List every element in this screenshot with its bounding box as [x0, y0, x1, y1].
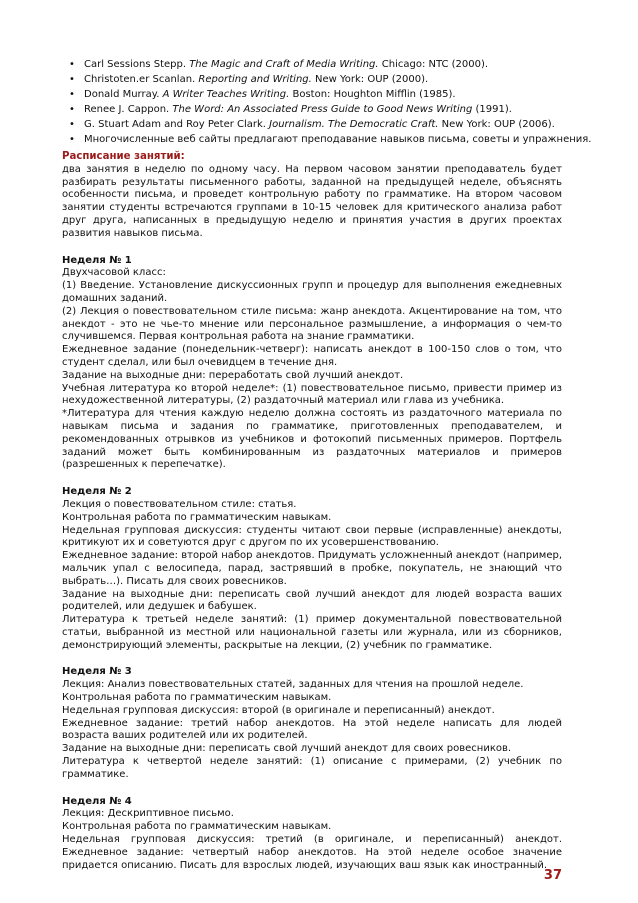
week-line: (1) Введение. Установление дискуссионных групп и процедур для выполнения ежедневных домашних заданий.: [62, 280, 562, 304]
week-line: Недельная групповая дискуссия: студенты читают свои первые (исправленные) анекдоты, критикуют их и советуются друг с другом по их усовершенствованию.: [62, 524, 562, 549]
week-line: Учебная литература ко второй неделе*: (1) повествовательное письмо, привести пример из нехудожественной литературы, (2) раздаточный материал или глава из учебника.: [62, 382, 562, 407]
bibliography-title: A Writer Teaches Writing.: [162, 89, 290, 100]
bibliography-author: Donald Murray.: [84, 89, 163, 100]
schedule-text: два занятия в неделю по одному часу. На первом часовом занятии преподаватель будет разбирать результаты письменного работы, заданной на предыдущей неделе, объяснять особенности письма, и проведет контрольную работу по грамматике. На втором часовом занятии студенты встречаются группами в 10-15 человек для критического анализа работ друг друга, написанных в предыдущую неделю и принятия участия в других проектах развития навыков письма.: [62, 163, 562, 239]
bibliography-item: [62, 132, 592, 147]
bibliography-publisher: New York: OUP (2006).: [438, 119, 555, 130]
week-line: Задание на выходные дни: переписать свой лучший анекдот для своих ровесников.: [62, 743, 512, 755]
bibliography-title: The Word: An Associated Press Guide to Good News Writing: [172, 104, 473, 115]
page-content: [62, 57, 592, 872]
week-line: Ежедневное задание (понедельник-четверг): написать анекдот в 100-150 слов о том, что студент сделал, или был очевидцем в течение дня.: [62, 344, 562, 368]
week-line: (2) Лекция о повествовательном стиле письма: жанр анекдота. Акцентирование на том, что анекдот - это не чье-то мнение или персональное размышление, а информация о чем-то случившемся. Первая контрольная работа на знание грамматики.: [62, 305, 562, 343]
bibliography-author: Многочисленные веб сайты предлагают преподавание навыков письма, советы и упражнения.: [84, 134, 592, 145]
bibliography-publisher: Chicago: NTC (2000).: [378, 59, 489, 70]
bibliography-author: Christoten.er Scanlan.: [84, 74, 199, 85]
week-line: Двухчасовой класс:: [62, 267, 166, 279]
bullet-icon: •: [69, 104, 75, 115]
week-section: [62, 666, 562, 781]
bibliography-publisher: New York: OUP (2000).: [311, 74, 429, 85]
bibliography-title: The Magic and Craft of Media Writing.: [189, 59, 379, 70]
week-line: Лекция: Анализ повествовательных статей, заданных для чтения на прошлой неделе.: [62, 679, 524, 691]
week-line: Контрольная работа по грамматическим навыкам.: [62, 511, 332, 523]
page-number: 37: [543, 868, 562, 883]
bibliography-author: Carl Sessions Stepp.: [84, 59, 190, 70]
week-line: Лекция: Дескриптивное письмо.: [62, 808, 234, 820]
week-line: Ежедневное задание: третий набор анекдотов. На этой неделе написать для людей возраста ваших родителей или их родителей.: [62, 717, 562, 742]
week-line: Недельная групповая дискуссия: второй (в оригинале и переписанный) анекдот.: [62, 704, 495, 716]
week-line: *Литература для чтения каждую неделю должна состоять из раздаточного материала по навыкам письма и задания по грамматике, приготовленных преподавателем, и рекомендованных отрывков из учебников и фотокопий письменных примеров. Портфель заданий может быть комбинированным из раздаточных материалов и примеров (разрешенных к перепечатке).: [62, 408, 562, 471]
week-heading: Неделя № 3: [62, 666, 132, 678]
week-section: [62, 796, 562, 873]
bibliography-list: [62, 57, 592, 147]
week-line: Недельная групповая дискуссия: третий (в оригинале, и переписанный) анекдот. Ежедневное задание: четвертый набор анекдотов. На этой неделе особое значение придается описанию. Писать для взрослых людей, изучающих ваш язык как иностранный.: [62, 834, 562, 871]
week-heading: Неделя № 2: [62, 486, 132, 498]
bullet-icon: •: [69, 134, 75, 145]
bibliography-item: [62, 72, 562, 87]
bullet-icon: •: [69, 59, 75, 70]
week-line: Контрольная работа по грамматическим навыкам.: [62, 692, 332, 704]
bullet-icon: •: [69, 119, 75, 130]
week-line: Контрольная работа по грамматическим навыкам.: [62, 821, 332, 833]
weeks-container: [62, 255, 562, 873]
week-line: Литература к четвертой неделе занятий: (1) описание с примерами, (2) учебник по грамматике.: [62, 756, 562, 780]
week-line: Задание на выходные дни: переписать свой лучший анекдот для людей возраста ваших родителей, или дедушек и бабушек.: [62, 588, 562, 613]
bibliography-title: Journalism. The Democratic Craft.: [269, 119, 439, 130]
bullet-icon: •: [69, 89, 75, 100]
bibliography-title: Reporting and Writing.: [198, 74, 312, 85]
week-line: Ежедневное задание: второй набор анекдотов. Придумать усложненный анекдот (например, мальчик упал с велосипеда, парад, застрявший в пробке, покупатель, не знающий что выбрать…). Писать для своих ровесников.: [62, 550, 562, 587]
bibliography-item: [62, 117, 562, 132]
week-section: [62, 486, 562, 652]
bibliography-item: [62, 57, 562, 72]
bullet-icon: •: [69, 74, 75, 85]
schedule-title: Расписание занятий:: [62, 151, 185, 162]
week-heading: Неделя № 1: [62, 254, 132, 266]
bibliography-author: G. Stuart Adam and Roy Peter Clark.: [84, 119, 270, 130]
bibliography-author: Renee J. Cappon.: [84, 104, 173, 115]
week-heading: Неделя № 4: [62, 795, 132, 807]
week-line: Литература к третьей неделе занятий: (1) пример документальной повествовательной статьи, выбранной из местной или национальной газеты или журнала, или из сборников, демонстрирующий элементы, раскрытые на лекции, (2) учебник по грамматике.: [62, 614, 562, 651]
bibliography-publisher: (1991).: [472, 104, 512, 115]
bibliography-item: [62, 87, 562, 102]
week-line: Лекция о повествовательном стиле: статья.: [62, 498, 297, 510]
week-section: [62, 255, 562, 473]
bibliography-publisher: Boston: Houghton Mifflin (1985).: [289, 89, 456, 100]
bibliography-item: [62, 102, 562, 117]
week-line: Задание на выходные дни: переработать свой лучший анекдот.: [62, 369, 404, 381]
